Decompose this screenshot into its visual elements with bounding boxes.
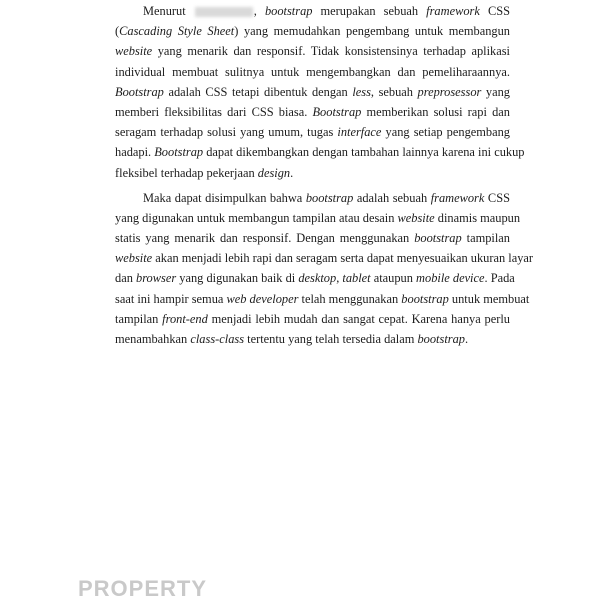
body-text xyxy=(115,0,534,349)
p2-line-7: tampilan front-end menjadi lebih mudah dan sangat cepat. Karena hanya perlu xyxy=(115,311,510,326)
p1-line-7: seragam terhadap solusi yang umum, tugas interface yang setiap pengembang xyxy=(115,125,510,140)
p2-line-8: menambahkan class-class tertentu yang telah tersedia dalam bootstrap. xyxy=(115,332,469,346)
p1-line-4: individual membuat sulitnya untuk mengembangkan dan pemeliharaannya. xyxy=(115,64,510,79)
paragraph-1 xyxy=(115,0,525,183)
p2-line-6: saat ini hampir semua web developer telah menggunakan bootstrap untuk membuat xyxy=(115,291,530,306)
p1-line-9: fleksibel terhadap pekerjaan design. xyxy=(115,165,294,180)
p1-line-8: hadapi. Bootstrap dapat dikembangkan dengan tambahan lainnya karena ini cukup xyxy=(115,145,525,160)
p1-line-3: website yang menarik dan responsif. Tidak konsistensinya terhadap aplikasi xyxy=(115,44,510,59)
p2-line-3: statis yang menarik dan responsif. Dengan menggunakan bootstrap tampilan xyxy=(115,231,510,246)
p1-line-2: (Cascading Style Sheet) yang memudahkan pengembang untuk membangun xyxy=(115,24,510,39)
p2-line-4: website akan menjadi lebih rapi dan seragam serta dapat menyesuaikan ukuran layar xyxy=(115,251,534,266)
p1-line-6: memberi fleksibilitas dari CSS biasa. Bootstrap memberikan solusi rapi dan xyxy=(115,104,510,119)
property-watermark: PROPERTY xyxy=(78,576,208,601)
p2-line-1: Maka dapat disimpulkan bahwa bootstrap adalah sebuah framework CSS xyxy=(143,190,510,205)
paragraph-2 xyxy=(115,188,534,350)
redacted-author xyxy=(195,7,253,17)
p1-line-1: Menurut , bootstrap merupakan sebuah framework CSS xyxy=(143,4,511,18)
p2-line-2: yang digunakan untuk membangun tampilan atau desain website dinamis maupun xyxy=(115,210,521,225)
p2-line-5: dan browser yang digunakan baik di desktop, tablet ataupun mobile device. Pada xyxy=(115,271,515,286)
p1-line-5: Bootstrap adalah CSS tetapi dibentuk dengan less, sebuah preprosessor yang xyxy=(115,84,510,99)
